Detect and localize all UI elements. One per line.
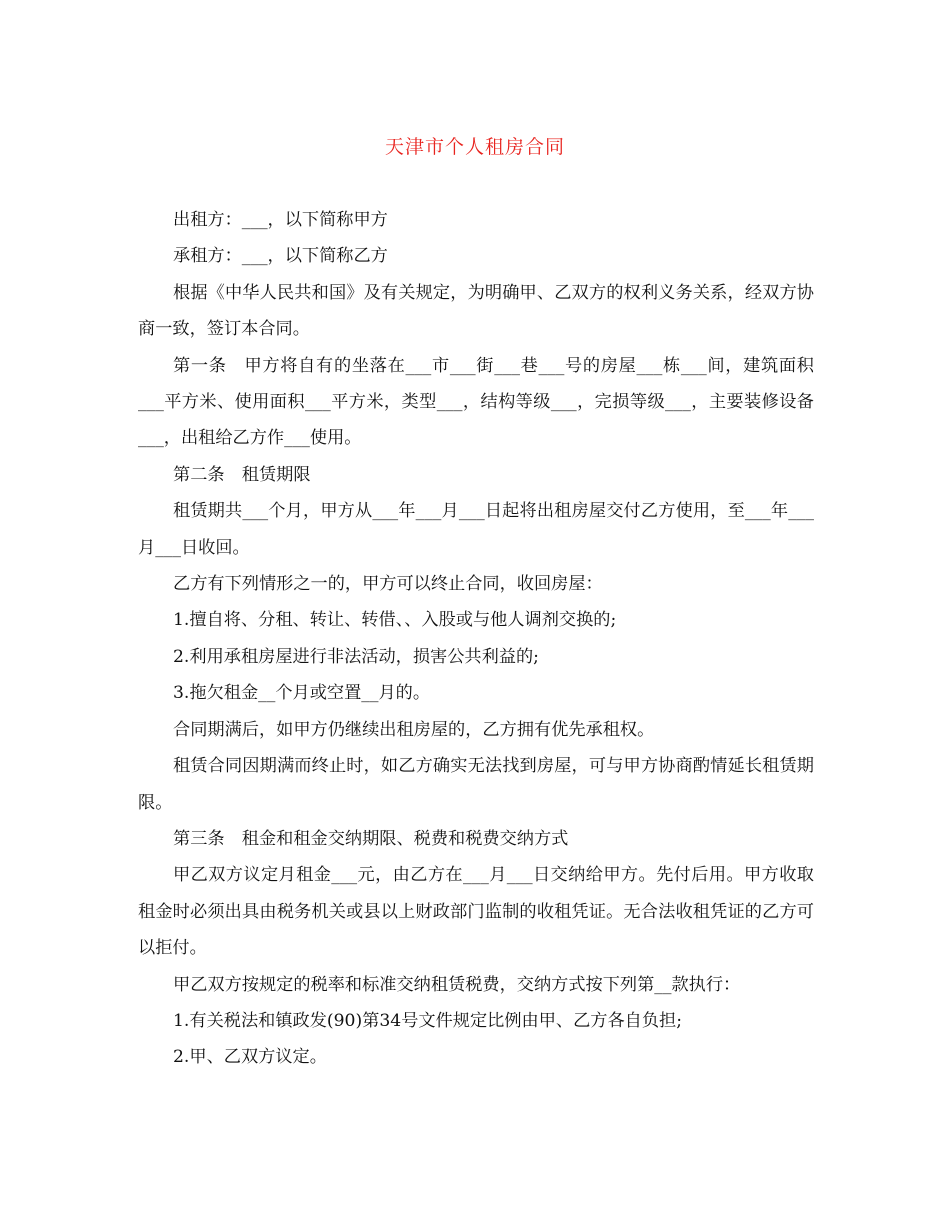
paragraph-termination-conditions: 乙方有下列情形之一的，甲方可以终止合同，收回房屋： <box>173 574 603 595</box>
paragraph-lease-term: 租赁期共___个月，甲方从___年___月___日起将出租房屋交付乙方使用，至___年___月___日收回。 <box>138 501 814 558</box>
heading-article-3: 第三条 租金和租金交纳期限、税费和税费交纳方式 <box>173 828 569 849</box>
list-item-3: 3.拖欠租金__个月或空置__月的。 <box>173 683 431 704</box>
heading-article-2: 第二条 租赁期限 <box>173 464 311 485</box>
paragraph-preamble: 根据《中华人民共和国》及有关规定，为明确甲、乙双方的权利义务关系，经双方协商一致，签订本合同。 <box>138 282 814 340</box>
tax-item-1: 1.有关税法和镇政发(90)第34号文件规定比例由甲、乙方各自负担; <box>173 1010 683 1031</box>
document-title: 天津市个人租房合同 <box>384 136 565 158</box>
paragraph-lessor: 出租方：___，以下简称甲方 <box>173 210 388 230</box>
document-body <box>138 202 814 1076</box>
list-item-2: 2.利用承租房屋进行非法活动，损害公共利益的; <box>173 646 539 667</box>
paragraph-priority-renewal: 合同期满后，如甲方仍继续出租房屋的，乙方拥有优先承租权。 <box>173 719 655 740</box>
list-item-1: 1.擅自将、分租、转让、转借、、入股或与他人调剂交换的; <box>173 610 617 631</box>
paragraph-taxes: 甲乙双方按规定的税率和标准交纳租赁税费，交纳方式按下列第__款执行： <box>173 974 741 995</box>
paragraph-rent: 甲乙双方议定月租金___元，由乙方在___月___日交纳给甲方。先付后用。甲方收取租金时必须出具由税务机关或县以上财政部门监制的收租凭证。无合法收租凭证的乙方可以拒付。 <box>138 865 814 959</box>
paragraph-lessee: 承租方：___，以下简称乙方 <box>173 246 388 267</box>
tax-item-2: 2.甲、乙双方议定。 <box>173 1047 327 1068</box>
paragraph-extension: 租赁合同因期满而终止时，如乙方确实无法找到房屋，可与甲方协商酌情延长租赁期限。 <box>138 756 814 813</box>
paragraph-article-1: 第一条 甲方将自有的坐落在___市___街___巷___号的房屋___栋___间，建筑面积___平方米、使用面积___平方米，类型___，结构等级___，完损等级___，主要装修设备___，出租给乙方作___使用。 <box>138 355 814 449</box>
